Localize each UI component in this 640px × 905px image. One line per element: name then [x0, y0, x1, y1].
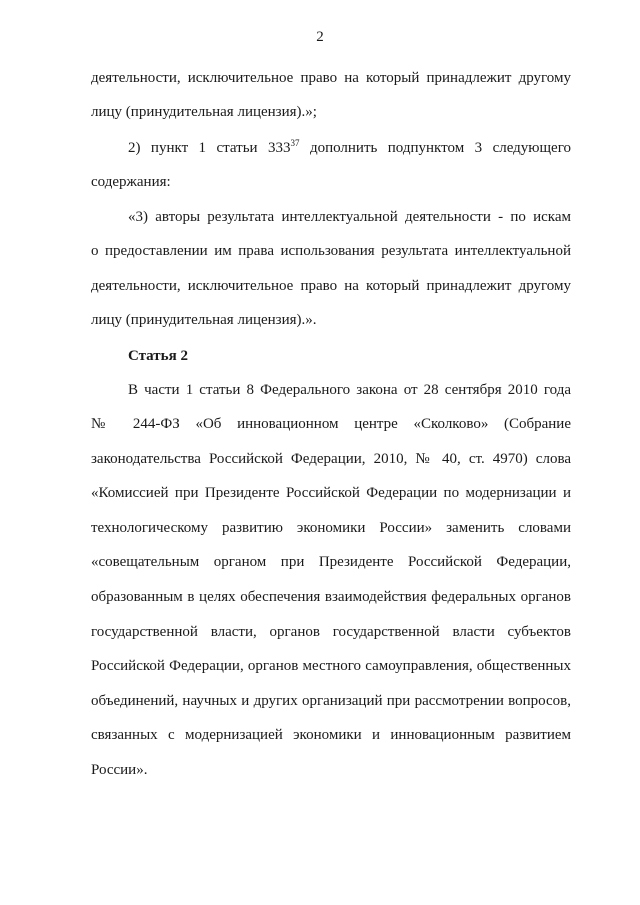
paragraph-1-line-1: деятельности, исключительное право на который принадлежит другому — [91, 70, 571, 86]
paragraph-3-line-4: лицу (принудительная лицензия).». — [91, 312, 317, 328]
paragraph-4-line-12: России». — [91, 762, 148, 778]
article-heading: Статья 2 — [128, 348, 188, 364]
superscript-37: 37 — [290, 138, 300, 148]
paragraph-3-line-2: о предоставлении им права использования результата интеллектуальной — [91, 243, 571, 259]
paragraph-4-line-7: образованным в целях обеспечения взаимодействия федеральных органов — [91, 589, 571, 605]
paragraph-1-line-2: лицу (принудительная лицензия).»; — [91, 104, 317, 120]
page-number: 2 — [316, 29, 324, 45]
paragraph-4-line-10: объединений, научных и других организаций при рассмотрении вопросов, — [91, 693, 571, 709]
paragraph-4-line-2: № 244-ФЗ «Об инновационном центре «Сколково» (Собрание — [91, 416, 571, 432]
paragraph-2-text-b: дополнить подпунктом 3 следующего — [299, 140, 571, 156]
paragraph-3-line-1: «3) авторы результата интеллектуальной деятельности - по искам — [128, 209, 571, 225]
paragraph-4-line-9: Российской Федерации, органов местного самоуправления, общественных — [91, 658, 571, 674]
paragraph-4-line-5: технологическому развитию экономики России» заменить словами — [91, 520, 571, 536]
paragraph-4-line-3: законодательства Российской Федерации, 2010, № 40, ст. 4970) слова — [91, 451, 571, 467]
paragraph-3-line-3: деятельности, исключительное право на который принадлежит другому — [91, 278, 571, 294]
paragraph-4-line-6: «совещательным органом при Президенте Российской Федерации, — [91, 554, 571, 570]
paragraph-4-line-8: государственной власти, органов государственной власти субъектов — [91, 624, 571, 640]
paragraph-4-line-1: В части 1 статьи 8 Федерального закона от 28 сентября 2010 года — [128, 382, 571, 398]
paragraph-2-line-2: содержания: — [91, 174, 171, 190]
paragraph-2-text-a: 2) пункт 1 статьи 333 — [128, 140, 291, 156]
paragraph-2-line-1 — [128, 138, 571, 158]
paragraph-4-line-11: связанных с модернизацией экономики и инновационным развитием — [91, 727, 571, 743]
paragraph-4-line-4: «Комиссией при Президенте Российской Федерации по модернизации и — [91, 485, 571, 501]
